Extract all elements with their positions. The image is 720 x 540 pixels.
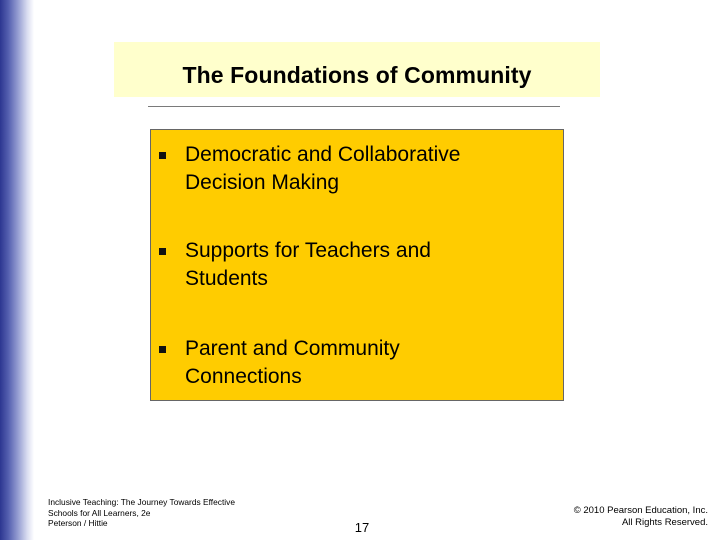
- bullet-line: Decision Making: [185, 171, 340, 194]
- footer-citation-line: Inclusive Teaching: The Journey Towards Effective: [48, 497, 235, 507]
- bullet-line: Students: [185, 267, 268, 290]
- title-divider: [148, 106, 560, 107]
- bullet-line: Parent and Community: [185, 337, 400, 360]
- bullet-line: Democratic and Collaborative: [185, 143, 461, 166]
- bullet-text: [185, 237, 545, 293]
- bullet-line: Supports for Teachers and: [185, 239, 431, 262]
- footer-copyright: [508, 505, 708, 529]
- copyright-line: © 2010 Pearson Education, Inc.: [573, 505, 708, 516]
- content-box: [150, 129, 564, 401]
- footer-citation-line: Peterson / Hittie: [48, 518, 108, 528]
- page-number: 17: [354, 520, 370, 535]
- copyright-line: All Rights Reserved.: [621, 517, 708, 528]
- bullet-text: [185, 141, 545, 197]
- bullet-text: [185, 335, 545, 391]
- footer-citation: [48, 497, 278, 529]
- square-bullet-icon: [159, 346, 166, 353]
- bullet-line: Connections: [185, 365, 302, 388]
- square-bullet-icon: [159, 152, 166, 159]
- left-gradient-bar: [0, 0, 34, 540]
- slide-title: The Foundations of Community: [182, 62, 532, 88]
- footer-citation-line: Schools for All Learners, 2e: [48, 507, 151, 518]
- square-bullet-icon: [159, 248, 166, 255]
